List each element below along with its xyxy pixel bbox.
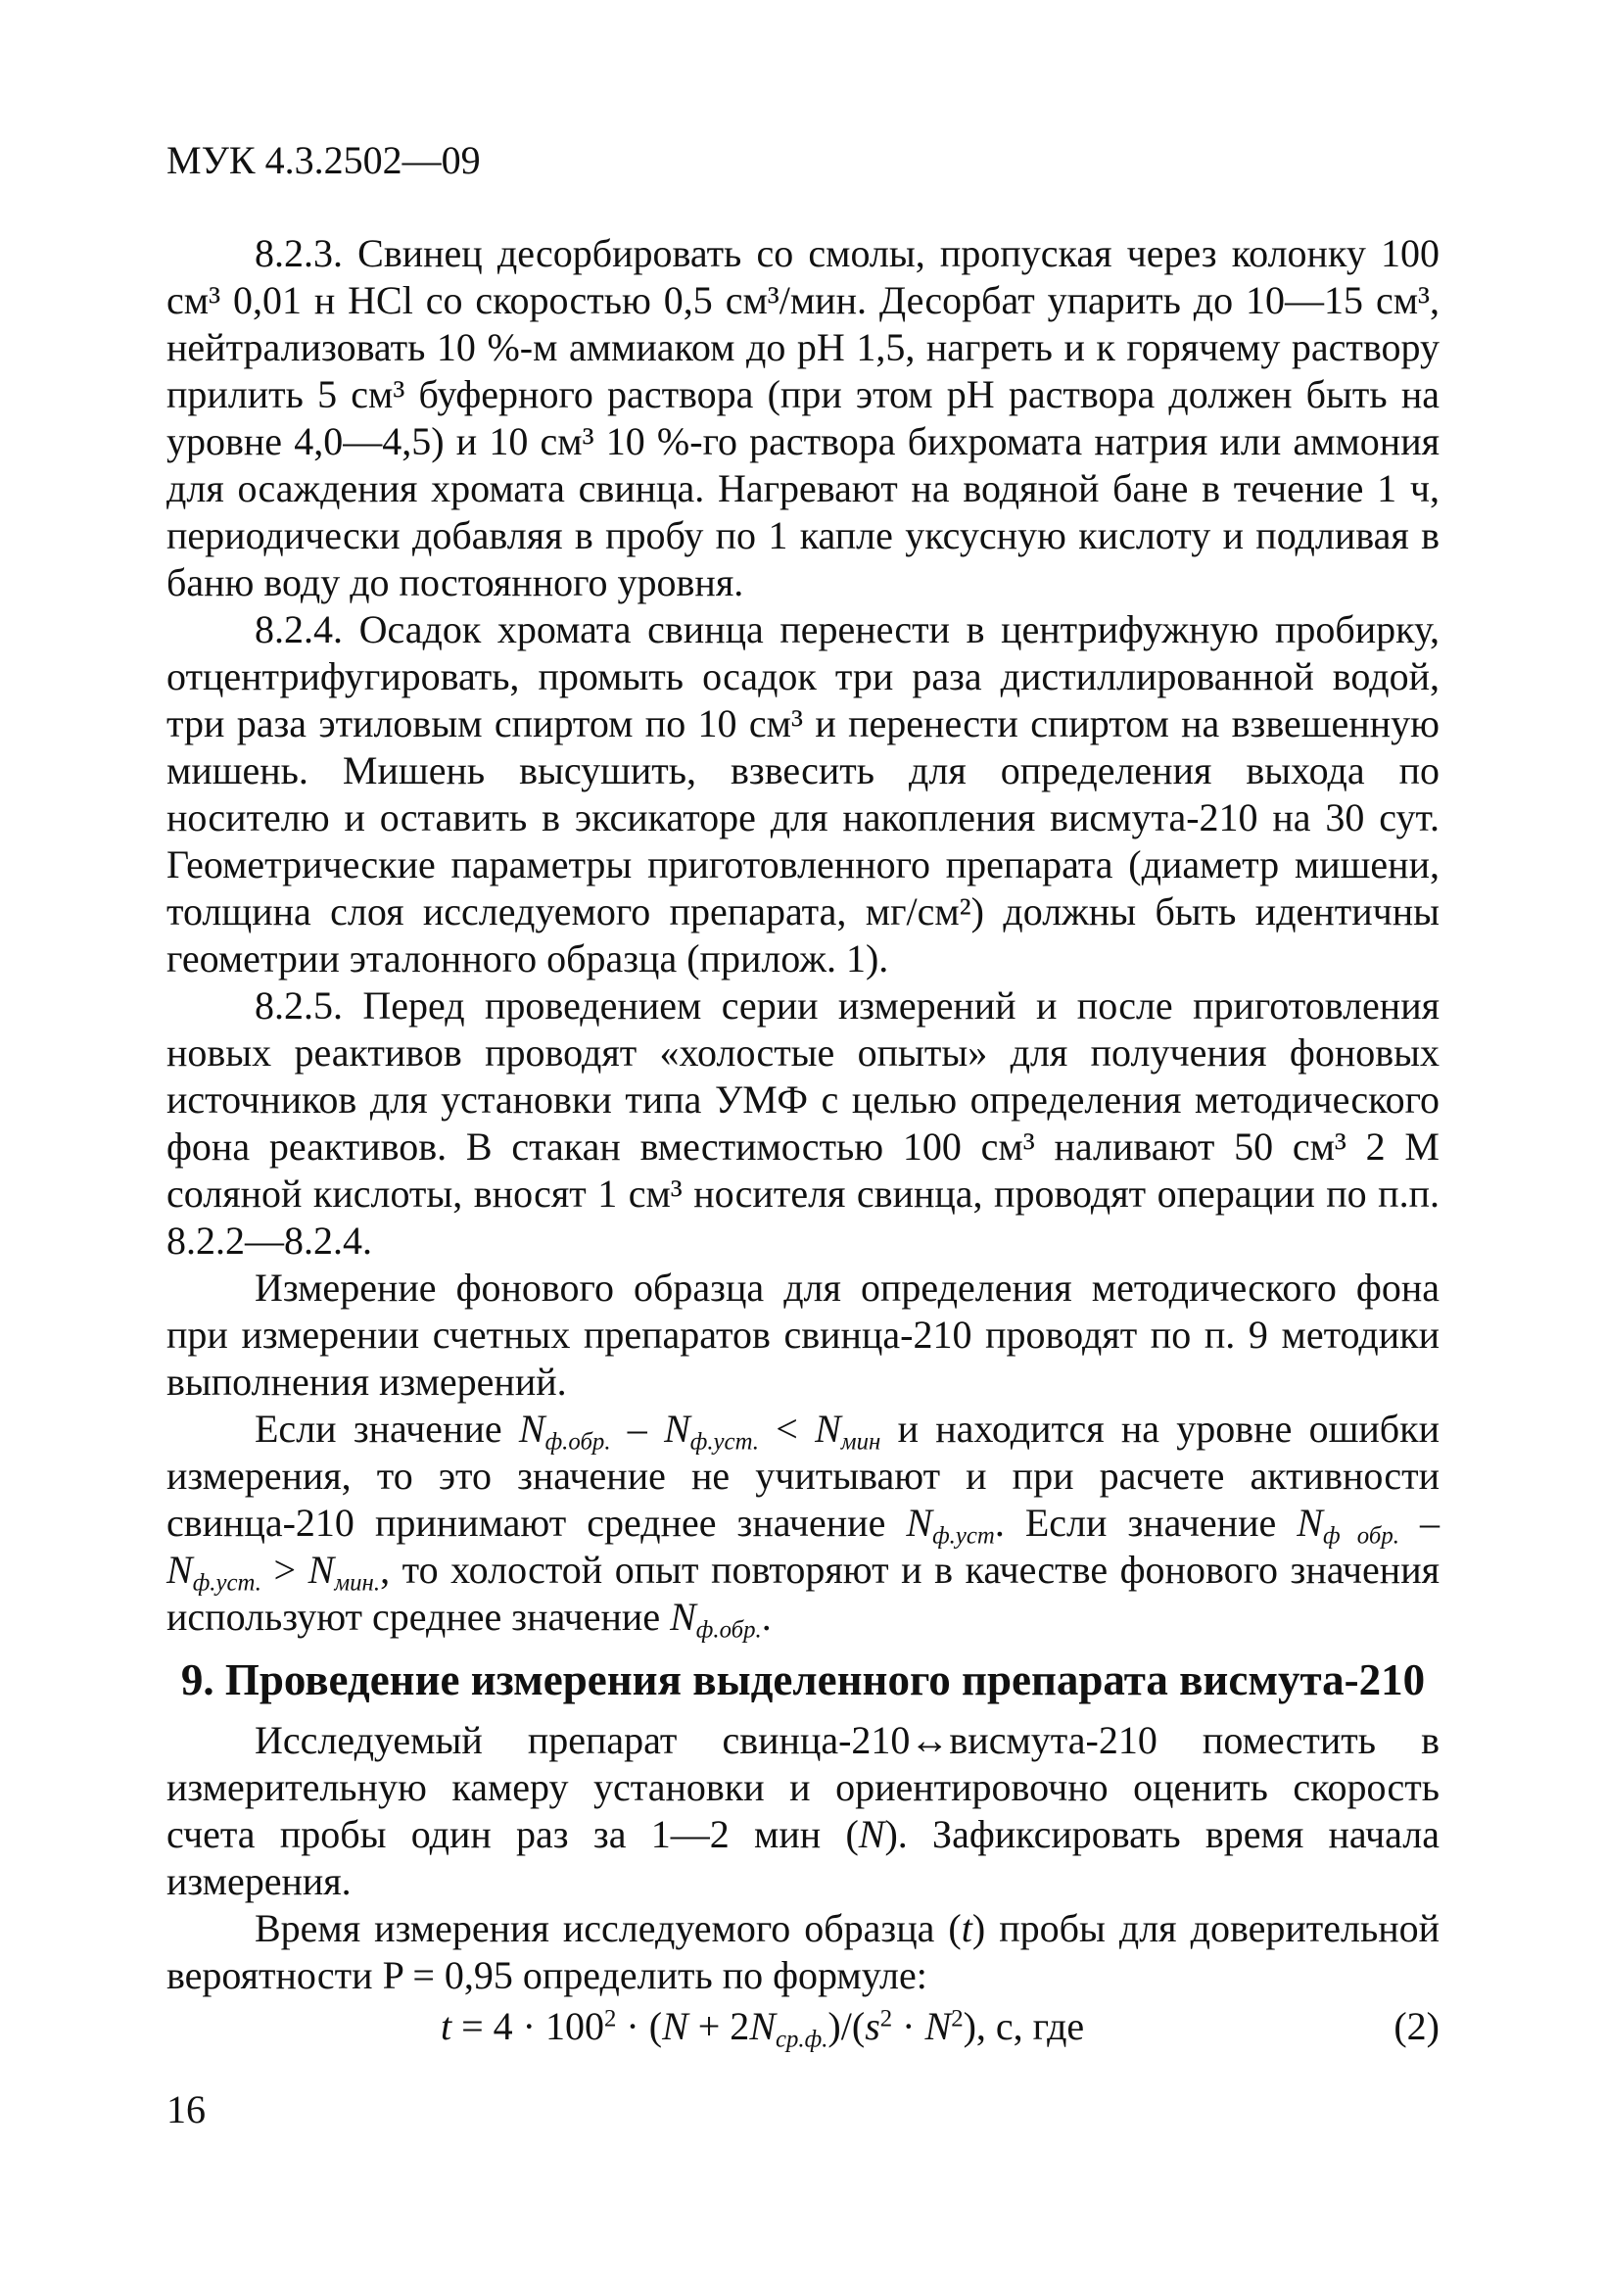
symbol-n: N bbox=[518, 1407, 545, 1451]
superscript: 2 bbox=[879, 2005, 893, 2033]
symbol-n: N bbox=[664, 1407, 690, 1451]
subscript: ф.обр. bbox=[544, 1428, 611, 1456]
formula-run: + 2 bbox=[687, 2004, 750, 2048]
symbol-n: N bbox=[307, 1548, 335, 1592]
subscript: ф.уст. bbox=[192, 1569, 261, 1597]
paragraph-8-2-3: 8.2.3. Свинец десорбировать со смолы, пропуская через колонку 100 см³ 0,01 н HCl со скоростью 0,5 см³/мин. Десорбат упарить до 10—15 см³, нейтрализовать 10 %-м аммиаком до pH 1,5, нагреть и к горячему раствору прилить 5 см³ буферного раствора (при этом pH раствора должен быть на уровне 4,0—4,5) и 10 см³ 10 %-го раствора бихромата натрия или аммония для осаждения хромата свинца. Нагревают на водяной бане в течение 1 ч, периодически добавляя в пробу по 1 капле уксусную кислоту и подливая в баню воду до постоянного уровня. bbox=[166, 231, 1440, 604]
symbol-t: t bbox=[961, 1906, 972, 1950]
superscript: 2 bbox=[951, 2005, 964, 2033]
section-9-heading: 9. Проведение измерения выделенного препарата висмута-210 bbox=[180, 1655, 1426, 1704]
symbol-n: N bbox=[749, 2004, 776, 2048]
formula-run: = 4 · 100 bbox=[451, 2004, 605, 2048]
document-body bbox=[166, 230, 1440, 2062]
symbol-n: N bbox=[858, 1812, 885, 1856]
symbol-n: N bbox=[670, 1595, 696, 1639]
formula-run: )/( bbox=[827, 2004, 866, 2048]
text-run: – bbox=[1398, 1501, 1440, 1545]
symbol-t: t bbox=[441, 2004, 452, 2048]
page-number: 16 bbox=[166, 2087, 206, 2131]
formula-run: ), с, где bbox=[963, 2004, 1085, 2048]
subscript: мин bbox=[840, 1428, 881, 1456]
formula-number: (2) bbox=[1393, 2004, 1440, 2048]
formula-2 bbox=[441, 2003, 1085, 2053]
formula-run: · ( bbox=[616, 2004, 663, 2048]
paragraph-background-condition bbox=[166, 1406, 1441, 1644]
symbol-n: N bbox=[662, 2004, 688, 2048]
text-run: < bbox=[758, 1407, 816, 1451]
text-run: ). Зафиксировать время начала измерения. bbox=[166, 1812, 1440, 1903]
text-run: Если значение bbox=[255, 1407, 519, 1451]
symbol-n: N bbox=[166, 1548, 193, 1592]
paragraph-8-2-4: 8.2.4. Осадок хромата свинца перенести в центрифужную пробирку, отцентрифугировать, промыть осадок три раза дистиллированной водой, три раза этиловым спиртом по 10 см³ и перенести спиртом на взвешенную мишень. Мишень высушить, взвесить для определения выхода по носителю и оставить в эксикаторе для накопления висмута-210 на 30 сут. Геометрические параметры приготовленного препарата (диаметр мишени, толщина слоя исследуемого препарата, мг/см²) должны быть идентичны геометрии эталонного образца (прилож. 1). bbox=[166, 607, 1440, 981]
subscript: ср.ф. bbox=[776, 2026, 828, 2053]
paragraph-measurement-time bbox=[166, 1905, 1440, 1999]
subscript: ф.уст. bbox=[689, 1428, 759, 1456]
paragraph-background-measurement: Измерение фонового образца для определения методического фона при измерении счетных препаратов свинца-210 проводят по п. 9 методики выполнения измерений. bbox=[166, 1266, 1440, 1404]
subscript: мин. bbox=[334, 1569, 381, 1597]
superscript: 2 bbox=[604, 2005, 617, 2033]
paragraph-8-2-5: 8.2.5. Перед проведением серии измерений и после приготовления новых реактивов проводят «холостые опыты» для получения фоновых источников для установки типа УМФ с целью определения методического фона реактивов. В стакан вместимостью 100 см³ наливают 50 см³ 2 М соляной кислоты, вносят 1 см³ носителя свинца, проводят операции по п.п. 8.2.2—8.2.4. bbox=[166, 983, 1440, 1263]
text-run: , то холостой опыт повторяют и в качестве фонового значения используют среднее значение bbox=[166, 1548, 1441, 1639]
text-run: Время измерения исследуемого образца ( bbox=[255, 1906, 962, 1950]
formula-line bbox=[166, 2003, 1440, 2062]
subscript: ф обр. bbox=[1322, 1522, 1399, 1550]
text-run: – bbox=[610, 1407, 665, 1451]
symbol-n: N bbox=[906, 1501, 933, 1545]
symbol-n: N bbox=[815, 1407, 841, 1451]
symbol-n: N bbox=[1297, 1501, 1323, 1545]
formula-run: · bbox=[892, 2004, 925, 2048]
subscript: ф.уст bbox=[932, 1522, 995, 1550]
text-run: > bbox=[260, 1548, 308, 1592]
document-code: МУК 4.3.2502—09 bbox=[166, 138, 481, 182]
symbol-n: N bbox=[924, 2004, 952, 2048]
text-run: . bbox=[761, 1595, 772, 1639]
text-run: . Если значение bbox=[994, 1501, 1298, 1545]
paragraph-sample-placement bbox=[166, 1717, 1440, 1905]
symbol-s: s bbox=[865, 2004, 880, 2048]
subscript: ф.обр. bbox=[695, 1616, 762, 1644]
text-run: ) пробы для доверительной вероятности P = 0,95 определить по формуле: bbox=[166, 1906, 1441, 1997]
text-run: и находится на уровне ошибки измерения, то это значение не учитывают и при расчете активности свинца-210 принимают среднее значение bbox=[166, 1407, 1440, 1545]
text-run: Исследуемый препарат свинца-210↔висмута-210 поместить в измерительную камеру установки и ориентировочно оценить скорость счета пробы один раз за 1—2 мин ( bbox=[166, 1718, 1440, 1856]
